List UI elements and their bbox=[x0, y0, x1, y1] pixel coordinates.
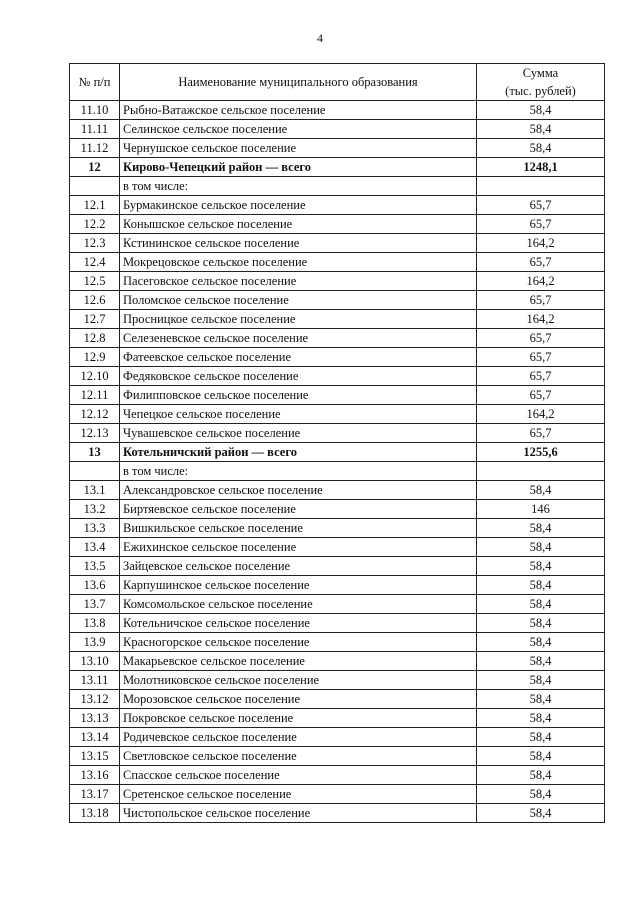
cell-num: 13.14 bbox=[70, 728, 120, 747]
cell-sum: 58,4 bbox=[477, 557, 605, 576]
cell-num: 13.5 bbox=[70, 557, 120, 576]
cell-num: 12.13 bbox=[70, 424, 120, 443]
cell-num: 13.15 bbox=[70, 747, 120, 766]
cell-name: Селезеневское сельское поселение bbox=[120, 329, 477, 348]
cell-name: в том числе: bbox=[120, 462, 477, 481]
cell-name: Спасское сельское поселение bbox=[120, 766, 477, 785]
table-row bbox=[70, 253, 605, 272]
cell-sum: 58,4 bbox=[477, 747, 605, 766]
cell-sum bbox=[477, 177, 605, 196]
cell-name: Родичевское сельское поселение bbox=[120, 728, 477, 747]
cell-sum: 65,7 bbox=[477, 386, 605, 405]
header-row bbox=[70, 64, 605, 101]
table-row bbox=[70, 652, 605, 671]
cell-num: 13.16 bbox=[70, 766, 120, 785]
table-row bbox=[70, 120, 605, 139]
cell-name: Зайцевское сельское поселение bbox=[120, 557, 477, 576]
cell-num bbox=[70, 177, 120, 196]
cell-num: 13.18 bbox=[70, 804, 120, 823]
cell-num: 12 bbox=[70, 158, 120, 177]
header-num: № п/п bbox=[70, 64, 120, 101]
cell-num: 13.17 bbox=[70, 785, 120, 804]
cell-num: 13.13 bbox=[70, 709, 120, 728]
cell-name: Просницкое сельское поселение bbox=[120, 310, 477, 329]
table-row-total bbox=[70, 443, 605, 462]
cell-num: 13 bbox=[70, 443, 120, 462]
table-row bbox=[70, 614, 605, 633]
cell-sum: 58,4 bbox=[477, 538, 605, 557]
table-row bbox=[70, 367, 605, 386]
page-number: 4 bbox=[317, 31, 323, 45]
cell-name: Красногорское сельское поселение bbox=[120, 633, 477, 652]
cell-sum: 58,4 bbox=[477, 120, 605, 139]
header-sum-line1: Сумма bbox=[522, 66, 559, 80]
table-row bbox=[70, 728, 605, 747]
cell-name: в том числе: bbox=[120, 177, 477, 196]
cell-sum: 58,4 bbox=[477, 690, 605, 709]
table-row bbox=[70, 291, 605, 310]
cell-sum: 164,2 bbox=[477, 272, 605, 291]
cell-sum: 58,4 bbox=[477, 785, 605, 804]
cell-name: Морозовское сельское поселение bbox=[120, 690, 477, 709]
cell-name: Поломское сельское поселение bbox=[120, 291, 477, 310]
cell-num: 12.4 bbox=[70, 253, 120, 272]
table-header bbox=[70, 64, 605, 101]
header-sum-line2: (тыс. рублей) bbox=[505, 84, 576, 98]
cell-sum: 65,7 bbox=[477, 215, 605, 234]
cell-name: Чернушское сельское поселение bbox=[120, 139, 477, 158]
table-row-total bbox=[70, 158, 605, 177]
header-sum bbox=[477, 64, 605, 101]
cell-num: 13.9 bbox=[70, 633, 120, 652]
cell-sum: 146 bbox=[477, 500, 605, 519]
cell-sum: 164,2 bbox=[477, 310, 605, 329]
table-row bbox=[70, 348, 605, 367]
cell-num: 13.11 bbox=[70, 671, 120, 690]
cell-name: Александровское сельское поселение bbox=[120, 481, 477, 500]
table-row bbox=[70, 462, 605, 481]
cell-num: 13.8 bbox=[70, 614, 120, 633]
cell-name: Филипповское сельское поселение bbox=[120, 386, 477, 405]
cell-num: 12.10 bbox=[70, 367, 120, 386]
cell-sum: 164,2 bbox=[477, 405, 605, 424]
cell-sum: 58,4 bbox=[477, 519, 605, 538]
cell-sum: 1255,6 bbox=[477, 443, 605, 462]
cell-sum: 1248,1 bbox=[477, 158, 605, 177]
cell-sum: 65,7 bbox=[477, 329, 605, 348]
cell-name: Покровское сельское поселение bbox=[120, 709, 477, 728]
cell-num: 12.6 bbox=[70, 291, 120, 310]
table-row bbox=[70, 196, 605, 215]
cell-name: Конышское сельское поселение bbox=[120, 215, 477, 234]
table-row bbox=[70, 234, 605, 253]
cell-num: 13.2 bbox=[70, 500, 120, 519]
cell-name: Комсомольское сельское поселение bbox=[120, 595, 477, 614]
cell-name: Светловское сельское поселение bbox=[120, 747, 477, 766]
cell-name: Фатеевское сельское поселение bbox=[120, 348, 477, 367]
cell-name: Мокрецовское сельское поселение bbox=[120, 253, 477, 272]
table-row bbox=[70, 329, 605, 348]
cell-sum: 58,4 bbox=[477, 101, 605, 120]
table-row bbox=[70, 633, 605, 652]
cell-num: 12.2 bbox=[70, 215, 120, 234]
table-row bbox=[70, 709, 605, 728]
cell-num: 11.11 bbox=[70, 120, 120, 139]
table-row bbox=[70, 386, 605, 405]
table-row bbox=[70, 481, 605, 500]
cell-name: Пасеговское сельское поселение bbox=[120, 272, 477, 291]
cell-sum: 58,4 bbox=[477, 633, 605, 652]
cell-sum: 58,4 bbox=[477, 481, 605, 500]
cell-num: 12.1 bbox=[70, 196, 120, 215]
cell-name: Бурмакинское сельское поселение bbox=[120, 196, 477, 215]
cell-num: 12.12 bbox=[70, 405, 120, 424]
cell-num: 12.7 bbox=[70, 310, 120, 329]
cell-name: Карпушинское сельское поселение bbox=[120, 576, 477, 595]
cell-sum: 65,7 bbox=[477, 196, 605, 215]
table-row bbox=[70, 690, 605, 709]
cell-sum: 58,4 bbox=[477, 728, 605, 747]
header-name: Наименование муниципального образования bbox=[120, 64, 477, 101]
cell-num: 13.3 bbox=[70, 519, 120, 538]
cell-name: Федяковское сельское поселение bbox=[120, 367, 477, 386]
table-row bbox=[70, 177, 605, 196]
cell-num: 13.10 bbox=[70, 652, 120, 671]
cell-num bbox=[70, 462, 120, 481]
table-row bbox=[70, 500, 605, 519]
cell-name: Чувашевское сельское поселение bbox=[120, 424, 477, 443]
allocation-table bbox=[69, 63, 605, 823]
cell-num: 13.12 bbox=[70, 690, 120, 709]
table-row bbox=[70, 101, 605, 120]
cell-sum: 58,4 bbox=[477, 614, 605, 633]
cell-name: Чепецкое сельское поселение bbox=[120, 405, 477, 424]
cell-num: 12.11 bbox=[70, 386, 120, 405]
table-row bbox=[70, 538, 605, 557]
table-row bbox=[70, 785, 605, 804]
cell-name: Вишкильское сельское поселение bbox=[120, 519, 477, 538]
table-row bbox=[70, 576, 605, 595]
table-row bbox=[70, 747, 605, 766]
cell-sum: 58,4 bbox=[477, 671, 605, 690]
cell-num: 11.10 bbox=[70, 101, 120, 120]
cell-sum: 164,2 bbox=[477, 234, 605, 253]
cell-num: 13.7 bbox=[70, 595, 120, 614]
cell-name: Молотниковское сельское поселение bbox=[120, 671, 477, 690]
table-body bbox=[70, 101, 605, 823]
cell-sum: 65,7 bbox=[477, 291, 605, 310]
cell-num: 12.5 bbox=[70, 272, 120, 291]
cell-sum bbox=[477, 462, 605, 481]
cell-num: 12.3 bbox=[70, 234, 120, 253]
cell-sum: 58,4 bbox=[477, 709, 605, 728]
table-row bbox=[70, 766, 605, 785]
cell-num: 13.1 bbox=[70, 481, 120, 500]
cell-sum: 65,7 bbox=[477, 253, 605, 272]
cell-sum: 58,4 bbox=[477, 576, 605, 595]
cell-num: 13.6 bbox=[70, 576, 120, 595]
cell-name: Котельничское сельское поселение bbox=[120, 614, 477, 633]
cell-sum: 58,4 bbox=[477, 766, 605, 785]
cell-sum: 58,4 bbox=[477, 804, 605, 823]
table-row bbox=[70, 557, 605, 576]
cell-sum: 58,4 bbox=[477, 652, 605, 671]
cell-sum: 58,4 bbox=[477, 139, 605, 158]
cell-name: Котельничский район — всего bbox=[120, 443, 477, 462]
cell-name: Рыбно-Ватажское сельское поселение bbox=[120, 101, 477, 120]
table-row bbox=[70, 405, 605, 424]
table-row bbox=[70, 139, 605, 158]
cell-name: Селинское сельское поселение bbox=[120, 120, 477, 139]
cell-name: Чистопольское сельское поселение bbox=[120, 804, 477, 823]
table-row bbox=[70, 671, 605, 690]
cell-sum: 65,7 bbox=[477, 348, 605, 367]
cell-num: 12.8 bbox=[70, 329, 120, 348]
table-row bbox=[70, 804, 605, 823]
cell-name: Сретенское сельское поселение bbox=[120, 785, 477, 804]
cell-name: Кстининское сельское поселение bbox=[120, 234, 477, 253]
cell-name: Ежихинское сельское поселение bbox=[120, 538, 477, 557]
cell-name: Макарьевское сельское поселение bbox=[120, 652, 477, 671]
cell-sum: 65,7 bbox=[477, 367, 605, 386]
cell-name: Биртяевское сельское поселение bbox=[120, 500, 477, 519]
cell-sum: 58,4 bbox=[477, 595, 605, 614]
cell-num: 11.12 bbox=[70, 139, 120, 158]
table-row bbox=[70, 424, 605, 443]
cell-sum: 65,7 bbox=[477, 424, 605, 443]
table-row bbox=[70, 595, 605, 614]
table-row bbox=[70, 215, 605, 234]
cell-num: 13.4 bbox=[70, 538, 120, 557]
cell-num: 12.9 bbox=[70, 348, 120, 367]
table-row bbox=[70, 272, 605, 291]
cell-name: Кирово-Чепецкий район — всего bbox=[120, 158, 477, 177]
table-row bbox=[70, 519, 605, 538]
table-row bbox=[70, 310, 605, 329]
